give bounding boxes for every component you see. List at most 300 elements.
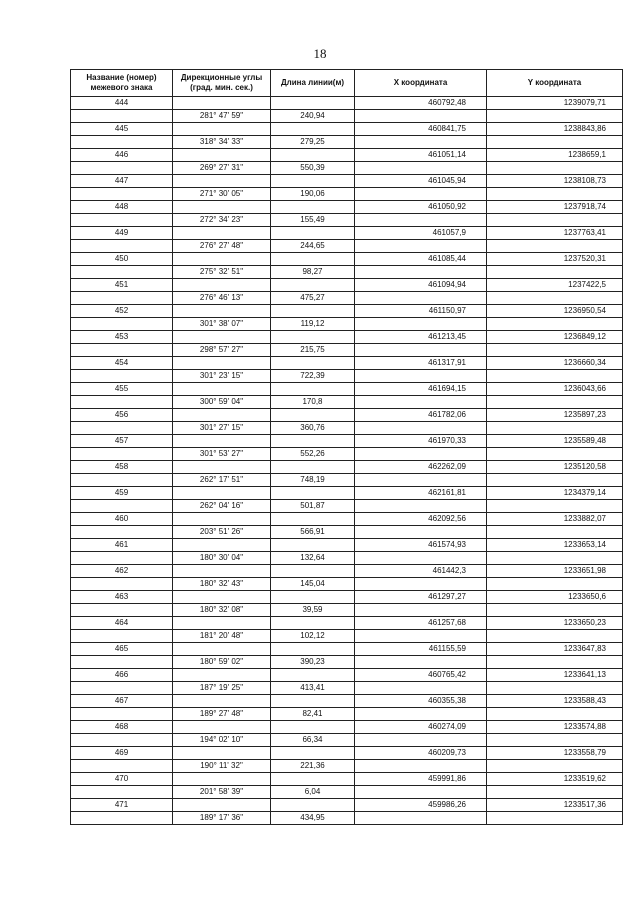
cell-y-coordinate [487, 214, 623, 227]
cell-directional-angle [173, 565, 271, 578]
cell-directional-angle: 301° 27' 15" [173, 422, 271, 435]
table-row [71, 240, 623, 253]
cell-x-coordinate: 460209,73 [355, 747, 487, 760]
table-row [71, 409, 623, 422]
cell-line-length: 39,59 [271, 604, 355, 617]
table-row [71, 565, 623, 578]
cell-marker-name: 460 [71, 513, 173, 526]
cell-directional-angle: 318° 34' 33" [173, 136, 271, 149]
cell-line-length: 102,12 [271, 630, 355, 643]
cell-directional-angle [173, 591, 271, 604]
table-row [71, 526, 623, 539]
cell-y-coordinate: 1233651,98 [487, 565, 623, 578]
cell-y-coordinate [487, 500, 623, 513]
cell-x-coordinate: 461694,15 [355, 383, 487, 396]
cell-y-coordinate: 1236849,12 [487, 331, 623, 344]
cell-marker-name [71, 630, 173, 643]
cell-directional-angle [173, 227, 271, 240]
cell-x-coordinate [355, 578, 487, 591]
cell-marker-name: 448 [71, 201, 173, 214]
cell-line-length [271, 799, 355, 812]
table-row [71, 747, 623, 760]
cell-directional-angle [173, 149, 271, 162]
cell-marker-name: 449 [71, 227, 173, 240]
cell-marker-name [71, 682, 173, 695]
cell-marker-name [71, 110, 173, 123]
cell-directional-angle: 262° 04' 16" [173, 500, 271, 513]
cell-marker-name: 461 [71, 539, 173, 552]
cell-marker-name: 465 [71, 643, 173, 656]
cell-line-length [271, 461, 355, 474]
cell-line-length: 748,19 [271, 474, 355, 487]
cell-line-length: 215,75 [271, 344, 355, 357]
cell-x-coordinate [355, 682, 487, 695]
cell-line-length [271, 695, 355, 708]
cell-x-coordinate [355, 786, 487, 799]
header-line-length: Длина линии(м) [271, 70, 355, 97]
cell-directional-angle: 281° 47' 59" [173, 110, 271, 123]
cell-y-coordinate: 1233641,13 [487, 669, 623, 682]
table-row [71, 487, 623, 500]
cell-x-coordinate [355, 552, 487, 565]
table-row [71, 123, 623, 136]
table-row [71, 331, 623, 344]
cell-y-coordinate: 1235589,48 [487, 435, 623, 448]
cell-line-length [271, 487, 355, 500]
cell-directional-angle: 301° 53' 27" [173, 448, 271, 461]
header-directional-angle: Дирекционные углы (град. мин. сек.) [173, 70, 271, 97]
cell-y-coordinate: 1233647,83 [487, 643, 623, 656]
cell-x-coordinate: 461782,06 [355, 409, 487, 422]
cell-y-coordinate: 1233588,43 [487, 695, 623, 708]
cell-line-length [271, 201, 355, 214]
cell-y-coordinate [487, 786, 623, 799]
cell-directional-angle: 272° 34' 23" [173, 214, 271, 227]
cell-directional-angle: 276° 27' 48" [173, 240, 271, 253]
cell-y-coordinate [487, 656, 623, 669]
cell-y-coordinate: 1236660,34 [487, 357, 623, 370]
table-row [71, 162, 623, 175]
cell-directional-angle [173, 539, 271, 552]
cell-marker-name [71, 136, 173, 149]
cell-y-coordinate: 1237918,74 [487, 201, 623, 214]
cell-line-length [271, 357, 355, 370]
cell-marker-name: 457 [71, 435, 173, 448]
table-row [71, 500, 623, 513]
cell-marker-name [71, 448, 173, 461]
table-row [71, 760, 623, 773]
cell-line-length [271, 383, 355, 396]
cell-x-coordinate: 461297,27 [355, 591, 487, 604]
cell-y-coordinate: 1237520,31 [487, 253, 623, 266]
cell-line-length: 360,76 [271, 422, 355, 435]
table-row [71, 617, 623, 630]
cell-marker-name [71, 396, 173, 409]
cell-line-length: 279,25 [271, 136, 355, 149]
cell-line-length: 501,87 [271, 500, 355, 513]
table-row [71, 799, 623, 812]
cell-x-coordinate [355, 370, 487, 383]
cell-line-length [271, 253, 355, 266]
cell-directional-angle [173, 279, 271, 292]
cell-marker-name: 453 [71, 331, 173, 344]
cell-line-length [271, 409, 355, 422]
cell-marker-name [71, 708, 173, 721]
cell-marker-name [71, 552, 173, 565]
table-row [71, 227, 623, 240]
cell-y-coordinate: 1233882,07 [487, 513, 623, 526]
cell-directional-angle: 190° 11' 32" [173, 760, 271, 773]
cell-x-coordinate [355, 188, 487, 201]
cell-directional-angle [173, 773, 271, 786]
cell-x-coordinate [355, 656, 487, 669]
table-row [71, 708, 623, 721]
cell-marker-name: 464 [71, 617, 173, 630]
cell-marker-name: 456 [71, 409, 173, 422]
cell-y-coordinate: 1236950,54 [487, 305, 623, 318]
cell-marker-name [71, 604, 173, 617]
table-row [71, 175, 623, 188]
cell-y-coordinate: 1233650,6 [487, 591, 623, 604]
cell-y-coordinate: 1238108,73 [487, 175, 623, 188]
cell-y-coordinate: 1233517,36 [487, 799, 623, 812]
cell-x-coordinate [355, 526, 487, 539]
cell-directional-angle: 269° 27' 31" [173, 162, 271, 175]
table-row [71, 305, 623, 318]
cell-y-coordinate: 1237422,5 [487, 279, 623, 292]
cell-x-coordinate: 462092,56 [355, 513, 487, 526]
cell-line-length: 66,34 [271, 734, 355, 747]
cell-y-coordinate [487, 578, 623, 591]
cell-x-coordinate: 461057,9 [355, 227, 487, 240]
cell-marker-name [71, 474, 173, 487]
cell-line-length [271, 513, 355, 526]
table-row [71, 721, 623, 734]
table-header-row [71, 70, 623, 97]
cell-y-coordinate: 1233653,14 [487, 539, 623, 552]
cell-x-coordinate: 461150,97 [355, 305, 487, 318]
cell-y-coordinate: 1237763,41 [487, 227, 623, 240]
cell-line-length: 244,65 [271, 240, 355, 253]
cell-x-coordinate [355, 422, 487, 435]
table-row [71, 695, 623, 708]
cell-line-length [271, 149, 355, 162]
cell-x-coordinate: 459991,86 [355, 773, 487, 786]
cell-directional-angle [173, 721, 271, 734]
cell-x-coordinate: 461317,91 [355, 357, 487, 370]
header-marker-name: Название (номер) межевого знака [71, 70, 173, 97]
cell-marker-name: 451 [71, 279, 173, 292]
cell-line-length: 190,06 [271, 188, 355, 201]
cell-line-length: 155,49 [271, 214, 355, 227]
cell-line-length: 240,94 [271, 110, 355, 123]
cell-line-length [271, 123, 355, 136]
table-row [71, 513, 623, 526]
cell-y-coordinate [487, 760, 623, 773]
cell-marker-name: 471 [71, 799, 173, 812]
cell-directional-angle [173, 435, 271, 448]
cell-directional-angle: 276° 46' 13" [173, 292, 271, 305]
cell-y-coordinate [487, 526, 623, 539]
cell-directional-angle [173, 747, 271, 760]
cell-line-length [271, 539, 355, 552]
table-row [71, 474, 623, 487]
cell-x-coordinate [355, 474, 487, 487]
cell-directional-angle [173, 695, 271, 708]
table-row [71, 97, 623, 110]
cell-marker-name [71, 786, 173, 799]
table-row [71, 370, 623, 383]
cell-line-length: 145,04 [271, 578, 355, 591]
cell-line-length [271, 279, 355, 292]
cell-marker-name [71, 760, 173, 773]
cell-line-length: 434,95 [271, 812, 355, 825]
cell-directional-angle: 189° 17' 36" [173, 812, 271, 825]
cell-line-length [271, 435, 355, 448]
cell-y-coordinate [487, 734, 623, 747]
cell-marker-name [71, 656, 173, 669]
table-row [71, 448, 623, 461]
table-row [71, 214, 623, 227]
cell-directional-angle [173, 97, 271, 110]
cell-directional-angle: 194° 02' 10" [173, 734, 271, 747]
cell-directional-angle [173, 461, 271, 474]
table-row [71, 786, 623, 799]
cell-y-coordinate [487, 292, 623, 305]
cell-x-coordinate: 460765,42 [355, 669, 487, 682]
table-row [71, 669, 623, 682]
cell-marker-name: 467 [71, 695, 173, 708]
cell-line-length: 82,41 [271, 708, 355, 721]
cell-line-length [271, 617, 355, 630]
cell-y-coordinate: 1233519,62 [487, 773, 623, 786]
cell-line-length [271, 747, 355, 760]
cell-x-coordinate [355, 604, 487, 617]
cell-marker-name [71, 266, 173, 279]
cell-x-coordinate: 461051,14 [355, 149, 487, 162]
cell-y-coordinate [487, 682, 623, 695]
table-row [71, 279, 623, 292]
table-row [71, 656, 623, 669]
cell-y-coordinate: 1235897,23 [487, 409, 623, 422]
cell-directional-angle: 201° 58' 39" [173, 786, 271, 799]
cell-y-coordinate: 1233650,23 [487, 617, 623, 630]
cell-marker-name [71, 162, 173, 175]
table-row [71, 591, 623, 604]
cell-y-coordinate [487, 422, 623, 435]
cell-x-coordinate [355, 630, 487, 643]
cell-y-coordinate [487, 344, 623, 357]
cell-x-coordinate [355, 136, 487, 149]
cell-line-length [271, 227, 355, 240]
cell-x-coordinate [355, 734, 487, 747]
cell-directional-angle: 275° 32' 51" [173, 266, 271, 279]
cell-directional-angle [173, 383, 271, 396]
cell-line-length: 475,27 [271, 292, 355, 305]
cell-x-coordinate: 461970,33 [355, 435, 487, 448]
cell-directional-angle: 187° 19' 25" [173, 682, 271, 695]
table-row [71, 136, 623, 149]
cell-x-coordinate: 461085,44 [355, 253, 487, 266]
cell-y-coordinate [487, 188, 623, 201]
cell-line-length: 552,26 [271, 448, 355, 461]
table-row [71, 630, 623, 643]
cell-y-coordinate [487, 396, 623, 409]
table-row [71, 188, 623, 201]
cell-marker-name [71, 318, 173, 331]
cell-x-coordinate [355, 240, 487, 253]
table-row [71, 539, 623, 552]
table-row [71, 552, 623, 565]
cell-directional-angle: 301° 38' 07" [173, 318, 271, 331]
cell-directional-angle: 180° 32' 43" [173, 578, 271, 591]
cell-line-length [271, 669, 355, 682]
cell-line-length: 413,41 [271, 682, 355, 695]
cell-marker-name [71, 422, 173, 435]
cell-x-coordinate: 461574,93 [355, 539, 487, 552]
cell-marker-name: 470 [71, 773, 173, 786]
cell-marker-name [71, 500, 173, 513]
cell-marker-name [71, 734, 173, 747]
table-row [71, 643, 623, 656]
cell-y-coordinate [487, 266, 623, 279]
cell-marker-name [71, 214, 173, 227]
table-row [71, 292, 623, 305]
table-row [71, 734, 623, 747]
cell-x-coordinate [355, 760, 487, 773]
cell-x-coordinate: 462161,81 [355, 487, 487, 500]
cell-x-coordinate: 460355,38 [355, 695, 487, 708]
cell-y-coordinate [487, 370, 623, 383]
cell-marker-name: 468 [71, 721, 173, 734]
table-row [71, 773, 623, 786]
cell-x-coordinate: 461257,68 [355, 617, 487, 630]
cell-directional-angle [173, 331, 271, 344]
cell-line-length [271, 305, 355, 318]
cell-marker-name [71, 188, 173, 201]
table-row [71, 422, 623, 435]
table-row [71, 435, 623, 448]
cell-x-coordinate: 461442,3 [355, 565, 487, 578]
cell-x-coordinate [355, 344, 487, 357]
table-row [71, 344, 623, 357]
cell-marker-name [71, 812, 173, 825]
cell-x-coordinate [355, 396, 487, 409]
cell-directional-angle [173, 253, 271, 266]
cell-x-coordinate: 461094,94 [355, 279, 487, 292]
cell-marker-name: 452 [71, 305, 173, 318]
cell-marker-name [71, 370, 173, 383]
cell-line-length [271, 721, 355, 734]
table-row [71, 383, 623, 396]
cell-marker-name: 469 [71, 747, 173, 760]
cell-y-coordinate: 1238659,1 [487, 149, 623, 162]
cell-x-coordinate [355, 214, 487, 227]
cell-line-length: 221,36 [271, 760, 355, 773]
cell-y-coordinate [487, 162, 623, 175]
cell-line-length: 722,39 [271, 370, 355, 383]
cell-marker-name [71, 578, 173, 591]
cell-directional-angle: 298° 57' 27" [173, 344, 271, 357]
cell-y-coordinate [487, 448, 623, 461]
cell-x-coordinate: 461213,45 [355, 331, 487, 344]
cell-marker-name: 447 [71, 175, 173, 188]
cell-directional-angle [173, 799, 271, 812]
cell-x-coordinate: 460274,09 [355, 721, 487, 734]
cell-directional-angle: 262° 17' 51" [173, 474, 271, 487]
table-row [71, 604, 623, 617]
table-row [71, 201, 623, 214]
cell-marker-name: 466 [71, 669, 173, 682]
table-row [71, 266, 623, 279]
cell-line-length: 170,8 [271, 396, 355, 409]
cell-directional-angle [173, 123, 271, 136]
cell-line-length: 119,12 [271, 318, 355, 331]
table-row [71, 578, 623, 591]
cell-x-coordinate: 459986,26 [355, 799, 487, 812]
cell-x-coordinate: 460841,75 [355, 123, 487, 136]
cell-y-coordinate: 1235120,58 [487, 461, 623, 474]
cell-line-length: 566,91 [271, 526, 355, 539]
cell-marker-name: 450 [71, 253, 173, 266]
cell-y-coordinate: 1239079,71 [487, 97, 623, 110]
table-row [71, 357, 623, 370]
cell-y-coordinate [487, 110, 623, 123]
cell-marker-name: 462 [71, 565, 173, 578]
cell-directional-angle [173, 357, 271, 370]
cell-y-coordinate [487, 812, 623, 825]
cell-y-coordinate: 1234379,14 [487, 487, 623, 500]
cell-directional-angle [173, 175, 271, 188]
cell-marker-name: 454 [71, 357, 173, 370]
cell-line-length: 132,64 [271, 552, 355, 565]
table-row [71, 461, 623, 474]
cell-x-coordinate [355, 110, 487, 123]
cell-line-length [271, 331, 355, 344]
table-row [71, 682, 623, 695]
cell-marker-name: 444 [71, 97, 173, 110]
cell-directional-angle: 180° 32' 08" [173, 604, 271, 617]
header-y-coordinate: Y координата [487, 70, 623, 97]
cell-y-coordinate: 1238843,86 [487, 123, 623, 136]
cell-marker-name [71, 240, 173, 253]
table-body [71, 97, 623, 825]
cell-y-coordinate [487, 708, 623, 721]
cell-x-coordinate: 461155,59 [355, 643, 487, 656]
cell-y-coordinate [487, 474, 623, 487]
cell-marker-name: 446 [71, 149, 173, 162]
cell-y-coordinate [487, 136, 623, 149]
cell-marker-name: 463 [71, 591, 173, 604]
cell-marker-name [71, 292, 173, 305]
cell-x-coordinate [355, 162, 487, 175]
cell-marker-name [71, 526, 173, 539]
cell-directional-angle: 180° 59' 02" [173, 656, 271, 669]
cell-directional-angle [173, 409, 271, 422]
cell-y-coordinate: 1236043,66 [487, 383, 623, 396]
cell-x-coordinate [355, 812, 487, 825]
cell-line-length: 98,27 [271, 266, 355, 279]
cell-y-coordinate [487, 604, 623, 617]
cell-y-coordinate: 1233574,88 [487, 721, 623, 734]
table-row [71, 318, 623, 331]
cell-x-coordinate [355, 318, 487, 331]
cell-directional-angle: 301° 23' 15" [173, 370, 271, 383]
cell-x-coordinate [355, 292, 487, 305]
cell-directional-angle: 300° 59' 04" [173, 396, 271, 409]
table-row [71, 812, 623, 825]
cell-line-length [271, 773, 355, 786]
